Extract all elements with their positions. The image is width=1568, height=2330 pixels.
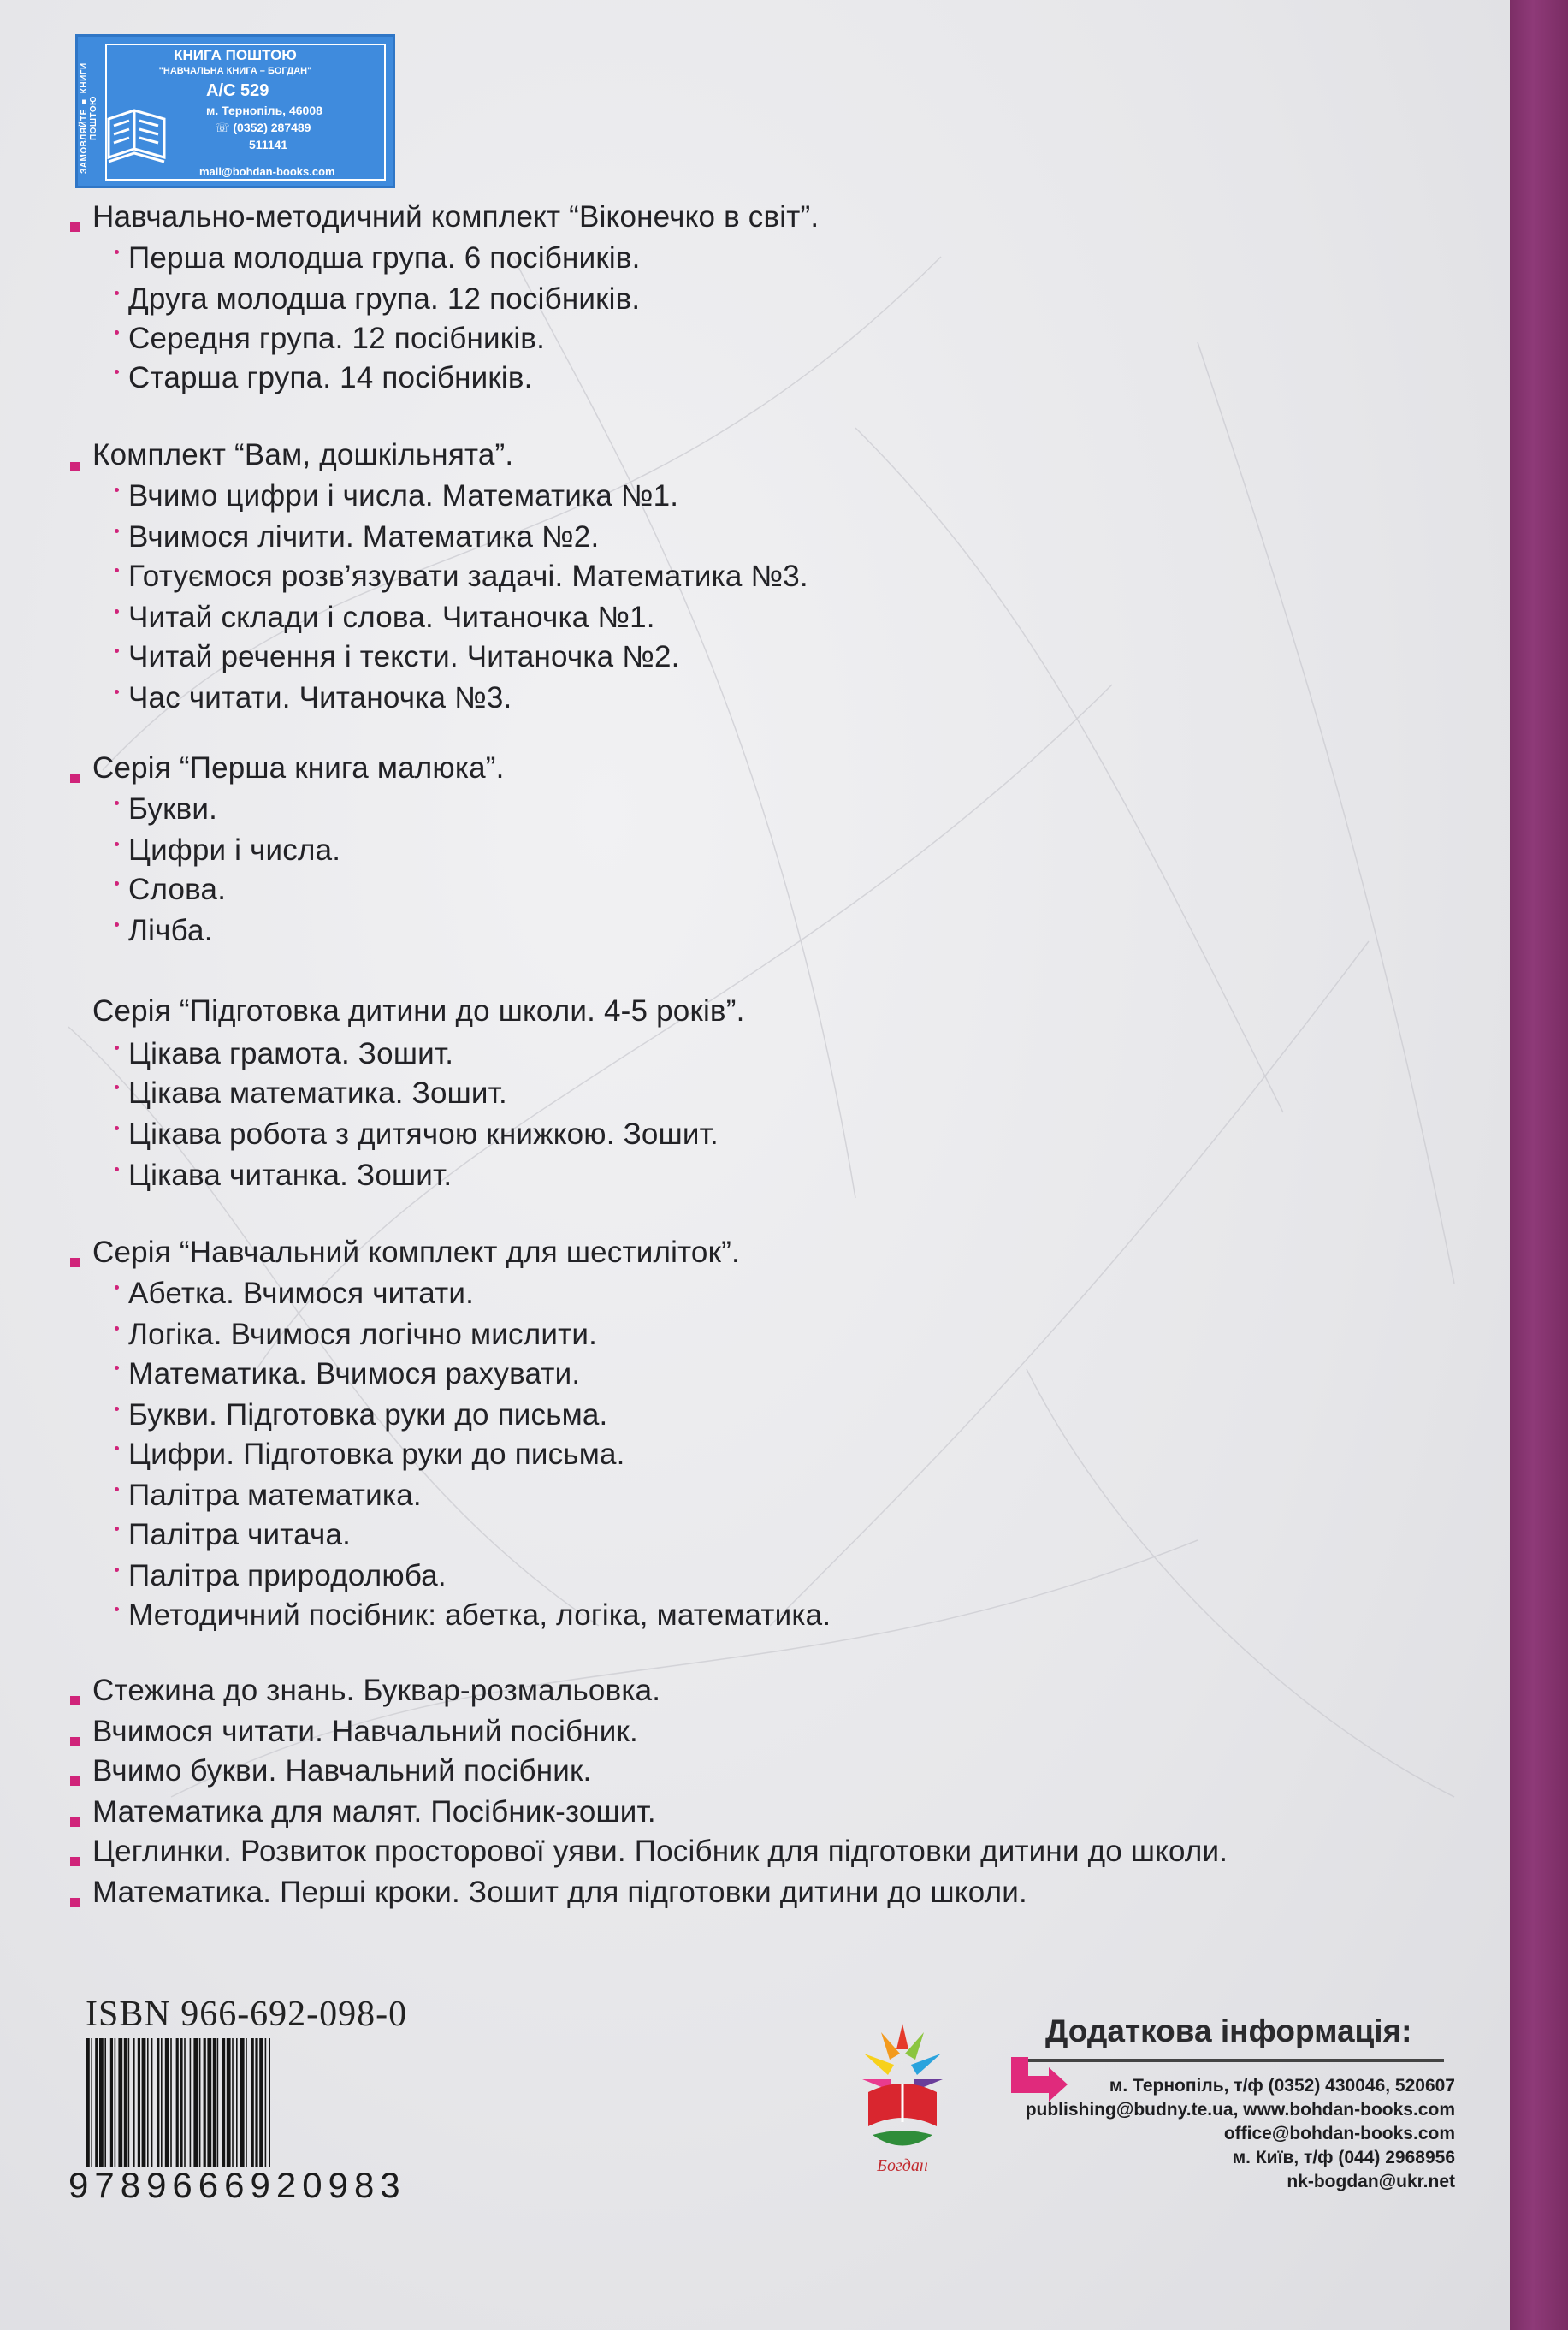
standalone-item: Математика. Перші кроки. Зошит для підготовки дитини до школи. [92,1876,1027,1909]
bullet-dot [115,330,119,335]
info-line: nk-bogdan@ukr.net [1287,2172,1455,2191]
barcode-bar [193,2038,198,2167]
barcode-bar [265,2038,267,2167]
list-item: Цікава математика. Зошит. [128,1076,507,1110]
bullet-dot [115,1527,119,1531]
info-line: office@bohdan-books.com [1223,2124,1455,2143]
list-item: Готуємося розв’язувати задачі. Математика №3. [128,560,808,593]
bullet-dot [115,1167,119,1171]
barcode-bar [157,2038,159,2167]
section-heading: Комплект “Вам, дошкільнята”. [92,438,514,471]
barcode-bar [91,2038,92,2167]
barcode-bar [204,2038,206,2167]
bullet-dot [115,1446,119,1450]
barcode-bar [138,2038,140,2167]
bullet-dot [115,1607,119,1611]
barcode-bar [240,2038,245,2167]
barcode-bar [199,2038,201,2167]
bullet-dot [115,690,119,694]
bullet-dot [115,1085,119,1089]
list-item: Палітра математика. [128,1479,422,1512]
standalone-item: Вчимо букви. Навчальний посібник. [92,1754,592,1788]
barcode-bar [110,2038,113,2167]
bullet-dot [115,1126,119,1130]
stamp-phone2: 511141 [249,138,288,151]
list-item: Старша група. 14 посібників. [128,361,533,394]
barcode [82,2038,424,2167]
bullet-square [70,1898,80,1907]
barcode-bar [180,2038,182,2167]
bullet-dot [115,1568,119,1572]
barcode-bar [142,2038,146,2167]
list-item: Абетка. Вчимося читати. [128,1277,475,1310]
list-item: Вчимо цифри і числа. Математика №1. [128,479,679,513]
section-heading: Серія “Навчальний комплект для шестиліток”. [92,1236,740,1269]
bullet-dot [115,568,119,572]
list-item: Цікава читанка. Зошит. [128,1159,453,1192]
list-item: Час читати. Читаночка №3. [128,681,512,714]
bullet-dot [115,1407,119,1411]
list-item: Палітра читача. [128,1518,352,1551]
list-item: Друга молодша група. 12 посібників. [128,282,641,316]
list-item: Перша молодша група. 6 посібників. [128,241,641,275]
list-item: Цікава робота з дитячою книжкою. Зошит. [128,1118,719,1151]
section-heading: Серія “Перша книга малюка”. [92,751,505,785]
barcode-bar [165,2038,169,2167]
info-divider [1016,2059,1444,2062]
barcode-bar [232,2038,234,2167]
list-item: Цифри. Підготовка руки до письма. [128,1438,625,1471]
barcode-bar [213,2038,216,2167]
bullet-dot [115,291,119,295]
list-item: Палітра природолюба. [128,1559,447,1592]
barcode-bar [86,2038,90,2167]
standalone-item: Стежина до знань. Буквар-розмальовка. [92,1674,661,1707]
barcode-bar [115,2038,116,2167]
list-item: Цифри і числа. [128,833,341,867]
list-item: Читай склади і слова. Читаночка №1. [128,601,655,634]
isbn-number: ISBN 966-692-098-0 [86,1995,408,2034]
bullet-dot [115,1366,119,1370]
barcode-bar [118,2038,122,2167]
bullet-dot [115,488,119,492]
barcode-bar [151,2038,153,2167]
list-item: Букви. Підготовка руки до письма. [128,1398,608,1432]
standalone-item: Математика для малят. Посібник-зошит. [92,1795,656,1829]
publisher-logo [855,2015,950,2178]
list-item: Букви. [128,792,218,826]
barcode-bar [222,2038,225,2167]
list-item: Середня група. 12 посібників. [128,322,546,355]
barcode-bar [246,2038,247,2167]
section-heading: Навчально-методичний комплект “Віконечко в світ”. [92,200,820,234]
standalone-item: Вчимося читати. Навчальний посібник. [92,1715,638,1748]
barcode-bar [269,2038,270,2167]
bullet-dot [115,609,119,614]
list-item: Логіка. Вчимося логічно мислити. [128,1318,598,1351]
stamp-city: м. Тернопіль, 46008 [206,104,322,117]
barcode-bar [124,2038,127,2167]
bullet-dot [115,1285,119,1290]
stamp-side-text: ЗАМОВЛЯЙТЕ ■ КНИГИ ПОШТОЮ [80,62,98,174]
barcode-bar [184,2038,186,2167]
barcode-bar [133,2038,135,2167]
list-item: Цікава грамота. Зошит. [128,1037,454,1070]
info-line: м. Київ, т/ф (044) 2968956 [1232,2148,1455,2167]
barcode-bar [236,2038,238,2167]
logo-text: Богдан [877,2156,928,2175]
barcode-bar [255,2038,257,2167]
barcode-bar [176,2038,179,2167]
barcode-bar [128,2038,130,2167]
barcode-digits: 9789666920983 [68,2165,406,2205]
stamp-phone: ☏ (0352) 287489 [215,121,311,134]
barcode-bar [217,2038,219,2167]
bullet-dot [115,529,119,533]
barcode-bar [147,2038,149,2167]
bullet-square [70,462,80,471]
bullet-dot [115,842,119,846]
barcode-bar [161,2038,163,2167]
stamp-subtitle: "НАВЧАЛЬНА КНИГА – БОГДАН" [158,66,312,76]
bullet-dot [115,881,119,886]
section-heading: Серія “Підготовка дитини до школи. 4-5 років”. [92,994,745,1028]
barcode-bar [207,2038,211,2167]
list-item: Методичний посібник: абетка, логіка, математика. [128,1598,831,1632]
bullet-square [70,1696,80,1705]
barcode-bar [95,2038,98,2167]
mail-order-stamp [75,34,395,188]
info-line: publishing@budny.te.ua, www.bohdan-books.com [1025,2100,1455,2120]
books-icon [83,85,194,179]
bullet-dot [115,649,119,653]
bullet-dot [115,370,119,374]
bullet-square [70,1857,80,1866]
bullet-square [70,774,80,783]
bullet-dot [115,1487,119,1491]
bullet-dot [115,1046,119,1050]
barcode-bar [99,2038,104,2167]
bullet-dot [115,250,119,254]
stamp-title: КНИГА ПОШТОЮ [174,47,297,63]
bullet-square [70,1737,80,1746]
barcode-bar [251,2038,254,2167]
bullet-square [70,222,80,232]
list-item: Слова. [128,873,227,906]
bullet-square [70,1258,80,1267]
standalone-item: Цеглинки. Розвиток просторової уяви. Посібник для підготовки дитини до школи. [92,1835,1228,1868]
bullet-dot [115,801,119,805]
barcode-bar [104,2038,106,2167]
list-item: Вчимося лічити. Математика №2. [128,520,600,554]
stamp-email: mail@bohdan-books.com [199,165,335,178]
info-title: Додаткова інформація: [1045,2013,1412,2048]
stamp-box-number: А/С 529 [206,81,269,100]
list-item: Читай речення і тексти. Читаночка №2. [128,640,680,673]
barcode-bar [227,2038,231,2167]
bullet-dot [115,1326,119,1331]
info-line: м. Тернопіль, т/ф (0352) 430046, 520607 [1109,2076,1455,2096]
spine-strip [1510,0,1568,2330]
barcode-bar [190,2038,192,2167]
bullet-square [70,1817,80,1827]
list-item: Лічба. [128,914,213,947]
barcode-bar [170,2038,172,2167]
arrow-icon [1008,2054,1076,2105]
barcode-bar [259,2038,263,2167]
bullet-square [70,1776,80,1786]
list-item: Математика. Вчимося рахувати. [128,1357,581,1390]
bullet-dot [115,922,119,927]
